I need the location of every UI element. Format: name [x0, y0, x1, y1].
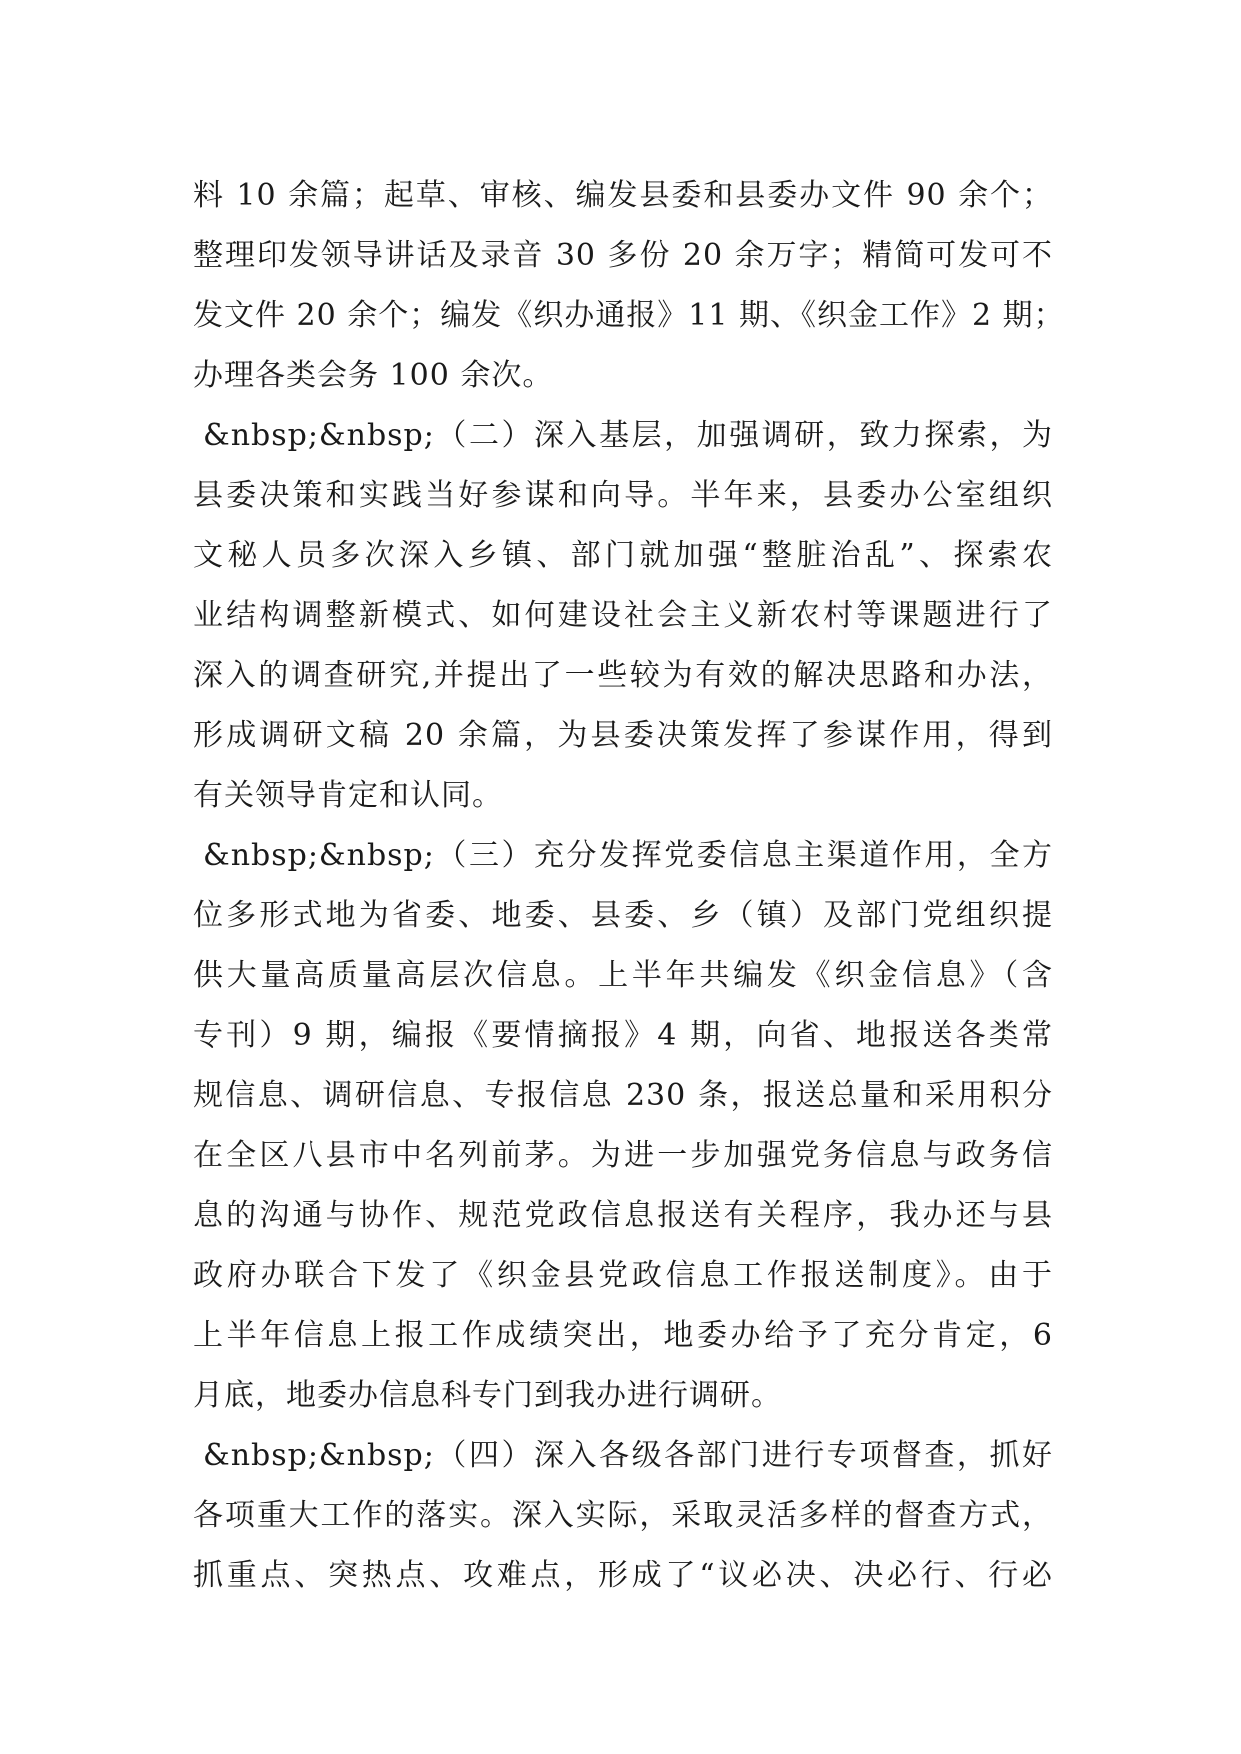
- text-line: 整理印发领导讲话及录音 30 多份 20 余万字；精简可发可不: [193, 238, 1053, 273]
- text-line: &nbsp;&nbsp;（二）深入基层，加强调研，致力探索，为: [203, 418, 1053, 453]
- text-line: 业结构调整新模式、如何建设社会主义新农村等课题进行了: [193, 598, 1053, 633]
- text-line: 发文件 20 余个；编发《织办通报》11 期、《织金工作》2 期；: [193, 298, 1065, 333]
- text-line: 各项重大工作的落实。深入实际，采取灵活多样的督查方式，: [193, 1498, 1053, 1533]
- text-line: 息的沟通与协作、规范党政信息报送有关程序，我办还与县: [193, 1198, 1053, 1233]
- document-body: [193, 166, 1065, 1606]
- text-line: 县委决策和实践当好参谋和向导。半年来，县委办公室组织: [193, 478, 1053, 513]
- text-line: 上半年信息上报工作成绩突出，地委办给予了充分肯定，6: [193, 1318, 1053, 1353]
- text-line: 形成调研文稿 20 余篇，为县委决策发挥了参谋作用，得到: [193, 718, 1053, 753]
- text-line: 规信息、调研信息、专报信息 230 条，报送总量和采用积分: [193, 1078, 1053, 1113]
- text-line: 料 10 余篇；起草、审核、编发县委和县委办文件 90 余个；: [193, 178, 1053, 213]
- text-line: &nbsp;&nbsp;（三）充分发挥党委信息主渠道作用，全方: [203, 838, 1053, 873]
- text-line: &nbsp;&nbsp;（四）深入各级各部门进行专项督查，抓好: [203, 1438, 1053, 1473]
- text-line: 深入的调查研究,并提出了一些较为有效的解决思路和办法，: [193, 658, 1053, 693]
- text-line: 位多形式地为省委、地委、县委、乡（镇）及部门党组织提: [193, 898, 1053, 933]
- text-line: 在全区八县市中名列前茅。为进一步加强党务信息与政务信: [193, 1138, 1053, 1173]
- text-line: 文秘人员多次深入乡镇、部门就加强“整脏治乱”、探索农: [193, 538, 1053, 573]
- text-line: 供大量高质量高层次信息。上半年共编发《织金信息》（含: [193, 958, 1053, 993]
- paragraph: [193, 1426, 1053, 1606]
- text-line: 政府办联合下发了《织金县党政信息工作报送制度》。由于: [193, 1258, 1053, 1293]
- text-line: 月底，地委办信息科专门到我办进行调研。: [193, 1378, 782, 1413]
- text-line: 有关领导肯定和认同。: [193, 778, 503, 813]
- paragraph: [193, 166, 1065, 406]
- paragraph: [193, 826, 1053, 1426]
- text-line: 抓重点、突热点、攻难点，形成了“议必决、决必行、行必: [193, 1558, 1053, 1593]
- text-line: 办理各类会务 100 余次。: [193, 358, 554, 393]
- text-line: 专刊）9 期，编报《要情摘报》4 期，向省、地报送各类常: [193, 1018, 1053, 1053]
- paragraph: [193, 406, 1053, 826]
